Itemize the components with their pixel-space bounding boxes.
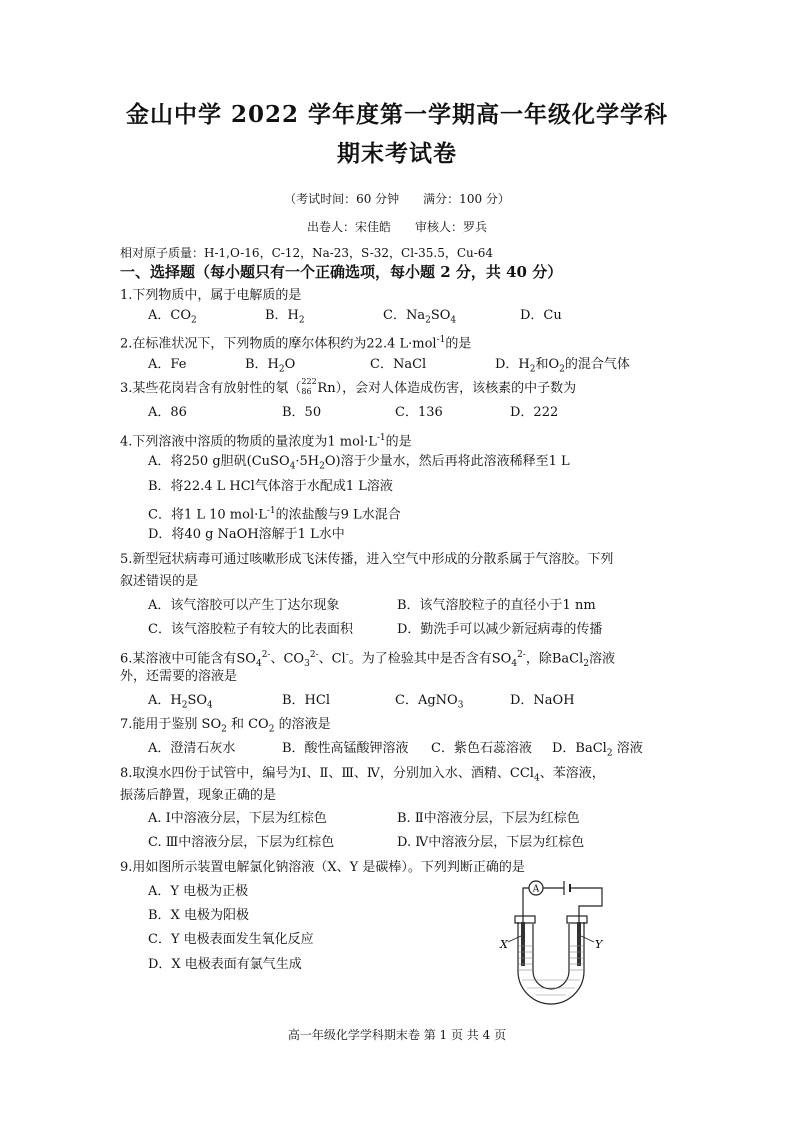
q8-option-b: B. Ⅱ中溶液分层，下层为红棕色 [397, 811, 580, 826]
q2-option-d: D．$H_2$和$O_2$的混合气体 [495, 357, 630, 375]
q7-option-b: B．酸性高锰酸钾溶液 [282, 741, 409, 756]
exam-title-line1: 金山中学 2022 学年度第一学期高一年级化学学科 [125, 101, 669, 128]
page-footer: 高一年级化学学科期末卷 第 1 页 共 4 页 [287, 1028, 507, 1042]
q1-option-a: A．$CO_2$ [148, 308, 197, 326]
q6-option-d: D．NaOH [510, 693, 575, 708]
q5-stem-line2: 叙述错误的是 [120, 574, 199, 589]
electrode-y [577, 922, 581, 966]
q2-option-b: B．$H_2O$ [245, 357, 296, 375]
q7-stem: 7.能用于鉴别 $SO_2$ 和 $CO_2$ 的溶液是 [120, 717, 331, 735]
q2-option-c: C．NaCl [370, 357, 427, 372]
q9-stem: 9.用如图所示装置电解氯化钠溶液（X、Y 是碳棒）。下列判断正确的是 [120, 860, 525, 875]
q3-option-c: C．136 [395, 405, 443, 420]
q6-option-c: C．AgNO$_3$ [395, 693, 464, 711]
q8-option-c: C. Ⅲ中溶液分层，下层为红棕色 [148, 835, 335, 850]
q4-option-d: D．将40 g NaOH溶解于1 L水中 [148, 527, 345, 542]
q4-option-b: B．将22.4 L HCl气体溶于水配成1 L溶液 [148, 479, 393, 494]
section-heading: 一、选择题（每小题只有一个正确选项，每小题 2 分，共 40 分） [120, 263, 563, 281]
q4-option-a: A．将250 g胆矾$(CuSO_4\cdot 5H_2O)$溶于少量水，然后再将此溶液稀释至1 L [148, 454, 570, 472]
q8-stem-line1: 8.取溴水四份于试管中，编号为Ⅰ、Ⅱ、Ⅲ、Ⅳ，分别加入水、酒精、CCl$_4$、苯溶液， [120, 766, 605, 784]
q7-option-a: A．澄清石灰水 [148, 741, 236, 756]
q9-option-c: C．Y 电极表面发生氧化反应 [148, 932, 314, 947]
nuclide-notation: 222 86 [301, 376, 317, 396]
q3-option-b: B．50 [282, 405, 322, 420]
atomic-masses: 相对原子质量：H-1,O-16，C-12，Na-23，S-32，Cl-35.5，Cu-64 [120, 246, 494, 260]
q4-stem: 4.下列溶液中溶质的物质的量浓度为1 $mol\cdot L^{-1}$的是 [120, 433, 412, 450]
exam-info: （考试时间：60 分钟 满分：100 分） [284, 192, 510, 206]
q5-option-c: C．该气溶胶粒子有较大的比表面积 [148, 622, 353, 637]
ammeter-label: A [532, 884, 540, 895]
q4-option-c: C．将1 L 10 $mol\cdot L^{-1}$的浓盐酸与9 L水混合 [148, 506, 401, 523]
q3-option-d: D．222 [510, 405, 559, 420]
q5-option-b: B．该气溶胶粒子的直径小于1 nm [397, 598, 596, 613]
q7-option-d: D．BaCl$_2$ 溶液 [552, 741, 643, 759]
q8-option-d: D. Ⅳ中溶液分层，下层为红棕色 [397, 835, 585, 850]
label-x: X [500, 938, 508, 951]
q9-option-b: B．X 电极为阳极 [148, 908, 249, 923]
label-y: Y [595, 938, 603, 951]
q3-stem: 3.某些花岗岩含有放射性的氡（ 222 86 Rn），会对人体造成伤害，该核素的中子数为 [120, 376, 577, 396]
q1-option-b: B．$H_2$ [265, 308, 305, 326]
q5-stem-line1: 5.新型冠状病毒可通过咳嗽形成飞沫传播，进入空气中形成的分散系属于气溶胶。下列 [120, 552, 614, 567]
electrolysis-diagram [492, 876, 622, 1008]
q9-option-a: A．Y 电极为正极 [148, 884, 249, 899]
electrode-x [521, 922, 525, 966]
exam-title-line2: 期末考试卷 [337, 140, 457, 167]
q5-option-a: A．该气溶胶可以产生丁达尔现象 [148, 598, 340, 613]
q7-option-c: C．紫色石蕊溶液 [431, 741, 532, 756]
authors: 出卷人：宋佳皓 审核人：罗兵 [306, 220, 487, 234]
q3-option-a: A．86 [148, 405, 187, 420]
q6-option-a: A．$H_2SO_4$ [148, 693, 213, 711]
q2-stem: 2.在标准状况下，下列物质的摩尔体积约为22.4 L·mol$^{-1}$的是 [120, 335, 472, 352]
q6-stem-line2: 外，还需要的溶液是 [120, 669, 238, 684]
q5-option-d: D．勤洗手可以减少新冠病毒的传播 [397, 622, 603, 637]
q1-option-d: D．Cu [520, 308, 562, 323]
q9-option-d: D．X 电极表面有氯气生成 [148, 957, 302, 972]
q1-option-c: C．$Na_2SO_4$ [383, 308, 457, 326]
q2-option-a: A．Fe [148, 357, 187, 372]
q8-option-a: A. Ⅰ中溶液分层，下层为红棕色 [148, 811, 327, 826]
q1-stem: 1.下列物质中，属于电解质的是 [120, 288, 302, 303]
q6-option-b: B．HCl [282, 693, 330, 708]
q8-stem-line2: 振荡后静置，现象正确的是 [120, 788, 277, 803]
q6-stem-line1: 6.某溶液中可能含有$SO_4^{2-}$、$CO_3^{2-}$、Cl-。为了检验其中是否含有$SO_4^{2-}$，除BaCl$_2$溶液 [120, 650, 616, 669]
